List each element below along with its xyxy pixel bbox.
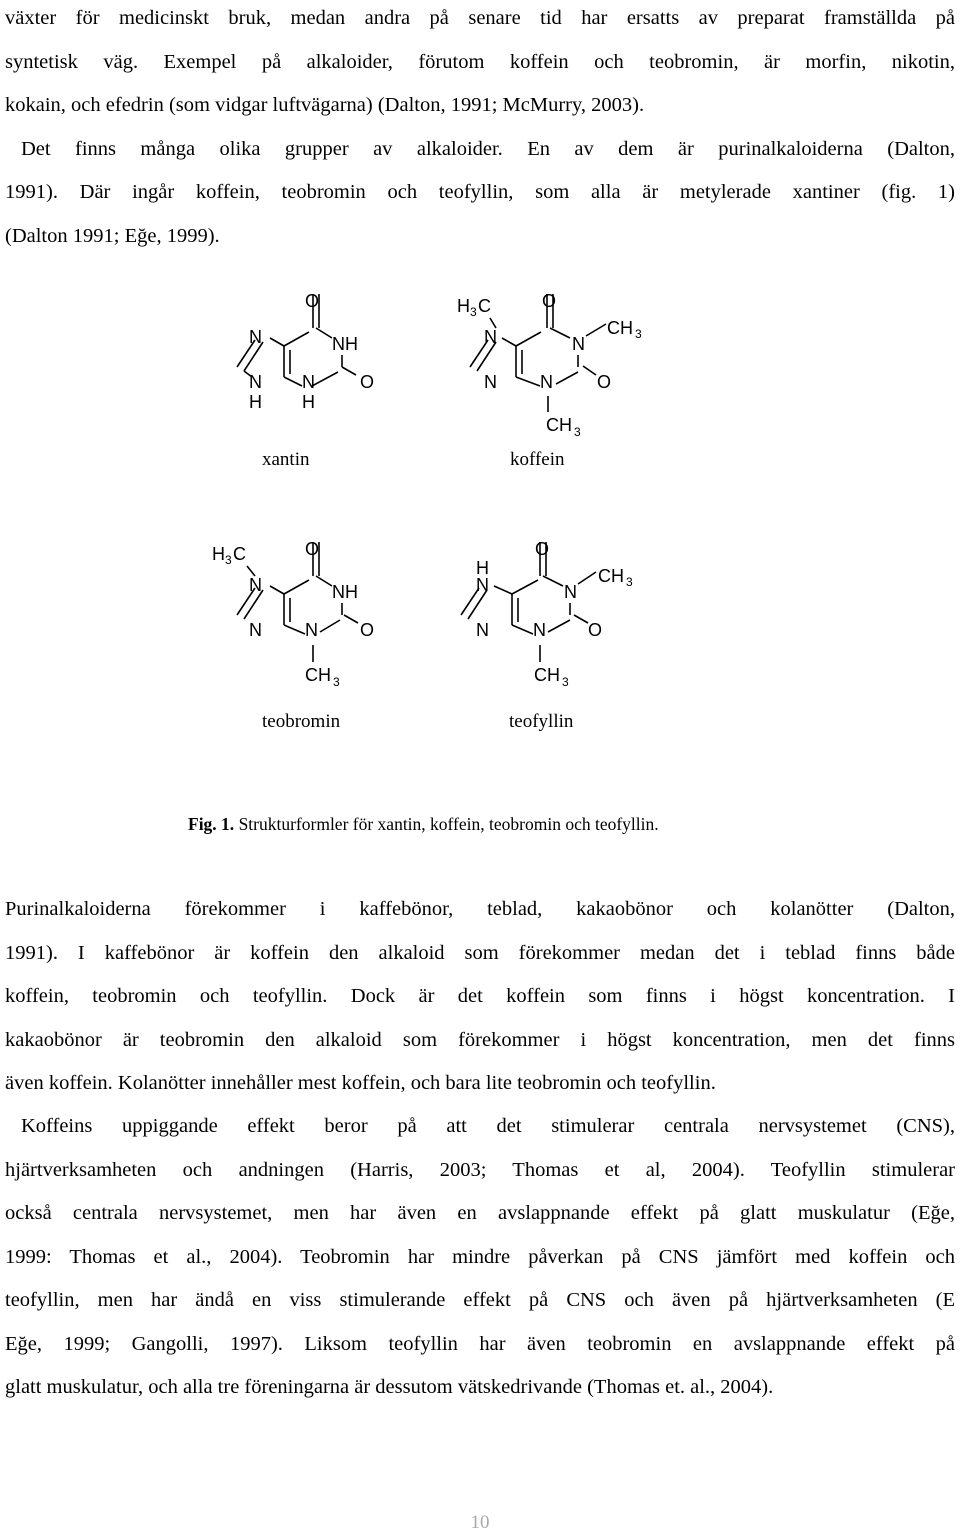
subscript-3: 3 bbox=[626, 575, 633, 589]
figure-caption-prefix: Fig. 1. bbox=[188, 814, 235, 834]
ch-label: CH bbox=[598, 566, 624, 586]
text-line: glatt muskulatur, och alla tre föreningarna är dessutom vätskedrivande (Thomas et. al., 2004). bbox=[5, 1376, 774, 1398]
subscript-3: 3 bbox=[635, 327, 642, 341]
text-line: Koffeins uppiggande effekt beror på att det stimulerar centrala nervsystemet (CNS), bbox=[21, 1115, 955, 1137]
text-line: teofyllin, men har ändå en viss stimulerande effekt på CNS och även på hjärtverksamheten (E bbox=[5, 1289, 955, 1311]
text-line: Det finns många olika grupper av alkaloider. En av dem är purinalkaloiderna (Dalton, bbox=[21, 137, 955, 160]
nitrogen-label: N bbox=[305, 620, 318, 640]
nitrogen-label: N bbox=[564, 582, 577, 602]
hydrogen-label: H bbox=[476, 558, 489, 578]
oxygen-label: O bbox=[588, 620, 603, 640]
text-line: 1991). Där ingår koffein, teobromin och teofyllin, som alla är metylerade xantiner (fig. 1) bbox=[5, 181, 955, 203]
text-line: koffein, teobromin och teofyllin. Dock är det koffein som finns i högst koncentration. I bbox=[5, 985, 955, 1007]
ch-label: CH bbox=[534, 665, 560, 685]
subscript-3: 3 bbox=[333, 675, 340, 689]
compound-name-xantin: xantin bbox=[262, 449, 310, 470]
ch-label: CH bbox=[305, 665, 331, 685]
text-line: Eğe, 1999; Gangolli, 1997). Liksom teofyllin har även teobromin en avslappnande effekt på bbox=[5, 1332, 955, 1355]
nitrogen-label: N bbox=[249, 620, 262, 640]
hydrogen-label: H bbox=[302, 392, 315, 412]
subscript-3: 3 bbox=[225, 553, 232, 567]
text-line: 1991). I kaffebönor är koffein den alkaloid som förekommer medan det i teblad finns både bbox=[5, 941, 955, 964]
oxygen-label: O bbox=[305, 291, 320, 311]
carbon-label: C bbox=[233, 544, 246, 564]
subscript-3: 3 bbox=[562, 675, 569, 689]
oxygen-label: O bbox=[360, 372, 375, 392]
oxygen-label: O bbox=[305, 539, 320, 559]
oxygen-label: O bbox=[360, 620, 375, 640]
ch-label: CH bbox=[607, 318, 633, 338]
text-line: syntetisk väg. Exempel på alkaloider, förutom koffein och teobromin, är morfin, nikotin, bbox=[5, 50, 955, 73]
text-line: Purinalkaloiderna förekommer i kaffebönor, teblad, kakaobönor och kolanötter (Dalton, bbox=[5, 898, 955, 920]
hydrogen-label: H bbox=[457, 296, 470, 316]
nitrogen-label: N bbox=[249, 327, 262, 347]
nitrogen-label: N bbox=[476, 620, 489, 640]
nitrogen-label: N bbox=[533, 620, 546, 640]
text-line: kokain, och efedrin (som vidgar luftvägarna) (Dalton, 1991; McMurry, 2003). bbox=[5, 94, 645, 116]
carbon-label: C bbox=[478, 296, 491, 316]
nitrogen-label: N bbox=[249, 575, 262, 595]
subscript-3: 3 bbox=[470, 305, 477, 319]
nitrogen-label: N bbox=[476, 575, 489, 595]
compound-name-teofyllin: teofyllin bbox=[509, 711, 574, 732]
figure-caption-text: Strukturformler för xantin, koffein, teobromin och teofyllin. bbox=[234, 814, 659, 834]
paragraph-alkaloids-intro bbox=[5, 0, 955, 258]
page-number: 10 bbox=[470, 1512, 490, 1533]
nh-label: NH bbox=[332, 334, 358, 354]
oxygen-label: O bbox=[535, 539, 550, 559]
structure-diagram bbox=[0, 270, 960, 760]
text-line: (Dalton 1991; Eğe, 1999). bbox=[5, 224, 220, 247]
nitrogen-label: N bbox=[540, 372, 553, 392]
oxygen-label: O bbox=[542, 291, 557, 311]
nitrogen-label: N bbox=[302, 372, 315, 392]
compound-name-teobromin: teobromin bbox=[262, 711, 341, 732]
text-line: växter för medicinskt bruk, medan andra på senare tid har ersatts av preparat framställda på bbox=[5, 7, 955, 29]
text-line: kakaobönor är teobromin den alkaloid som förekommer i högst koncentration, men det finns bbox=[5, 1028, 955, 1051]
teobromin-structure bbox=[237, 542, 358, 662]
subscript-3: 3 bbox=[574, 425, 581, 439]
oxygen-label: O bbox=[597, 372, 612, 392]
nitrogen-label: N bbox=[572, 334, 585, 354]
paragraph-occurrence bbox=[5, 888, 955, 1106]
nitrogen-label: N bbox=[249, 372, 262, 392]
nitrogen-label: N bbox=[484, 372, 497, 392]
ch-label: CH bbox=[546, 415, 572, 435]
text-line: 1999: Thomas et al., 2004). Teobromin har mindre påverkan på CNS jämfört med koffein och bbox=[5, 1245, 955, 1268]
nh-label: NH bbox=[332, 582, 358, 602]
nitrogen-label: N bbox=[484, 327, 497, 347]
structure-figure bbox=[0, 270, 960, 760]
hydrogen-label: H bbox=[249, 392, 262, 412]
paragraph-effects bbox=[5, 1105, 955, 1410]
figure-caption bbox=[188, 814, 659, 835]
text-line: också centrala nervsystemet, men har även en avslappnande effekt på glatt muskulatur (Eğe, bbox=[5, 1202, 955, 1224]
text-line: även koffein. Kolanötter innehåller mest koffein, och bara lite teobromin och teofyllin. bbox=[5, 1072, 716, 1094]
text-line: hjärtverksamheten och andningen (Harris, 2003; Thomas et al, 2004). Teofyllin stimulerar bbox=[5, 1158, 955, 1181]
hydrogen-label: H bbox=[212, 544, 225, 564]
compound-name-koffein: koffein bbox=[510, 449, 565, 470]
